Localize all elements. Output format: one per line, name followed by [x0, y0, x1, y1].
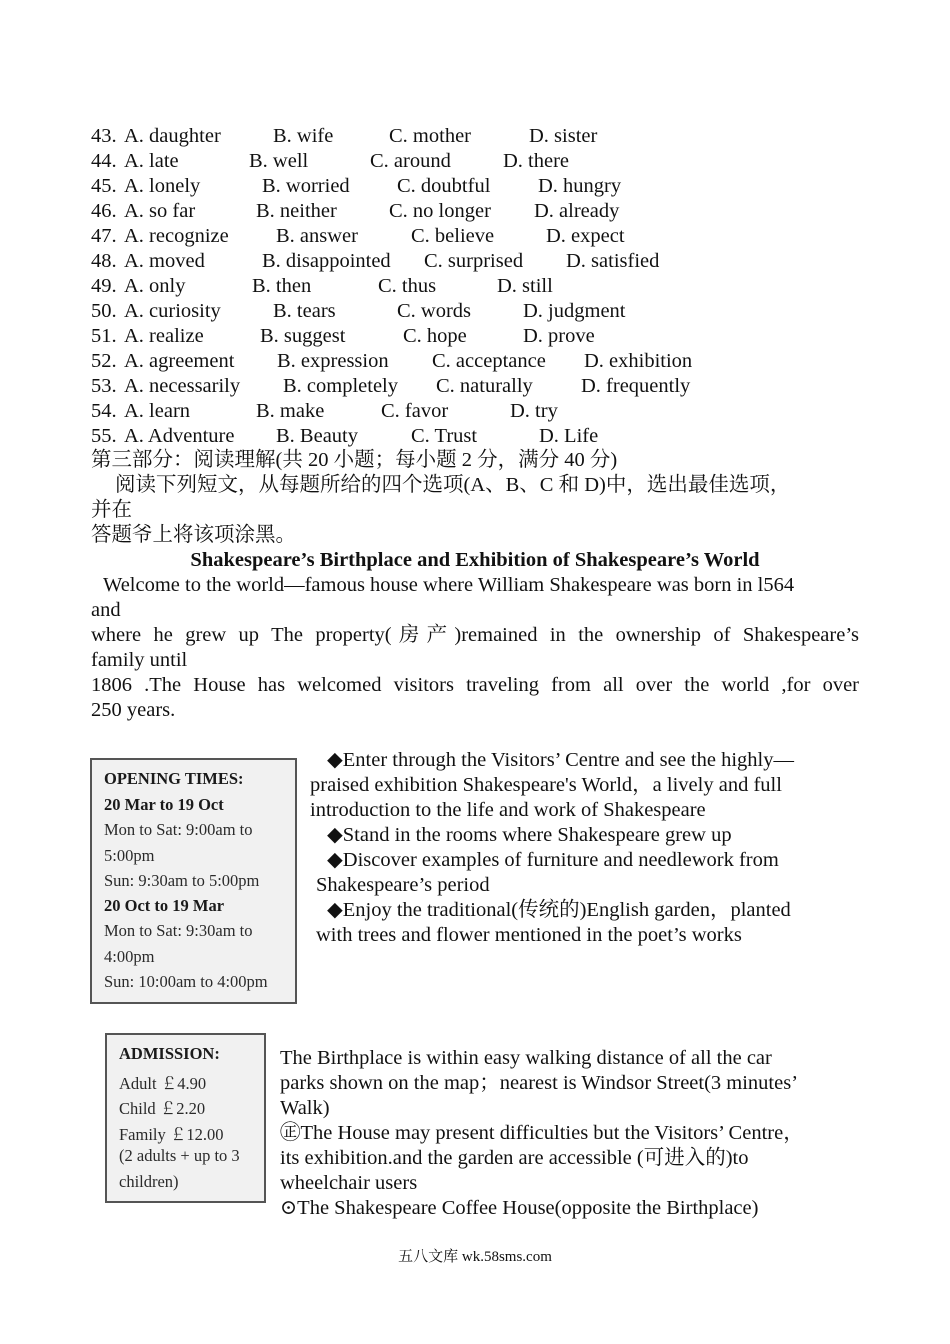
wheelchair-info: wheelchair users	[280, 1172, 418, 1194]
option-a: A. so far	[124, 200, 196, 222]
question-number: 46.	[91, 200, 117, 222]
opening-weekday-hours-cont: 4:00pm	[104, 947, 155, 966]
intro-line: family until	[91, 649, 188, 671]
feature-item: ◆Enter through the Visitors’ Centre and see the highly—	[327, 749, 794, 771]
feature-item-cont: Shakespeare’s period	[316, 874, 490, 896]
question-number: 44.	[91, 150, 117, 172]
option-d: D. there	[503, 150, 570, 172]
option-c: C. naturally	[436, 375, 533, 397]
question-number: 48.	[91, 250, 117, 272]
admission-family-note: (2 adults + up to 3	[119, 1146, 240, 1165]
feature-item-cont: praised exhibition Shakespeare's World，a lively and full	[310, 774, 782, 796]
question-number: 53.	[91, 375, 117, 397]
option-d: D. expect	[546, 225, 625, 247]
option-b: B. wife	[273, 125, 334, 147]
opening-weekday-hours: Mon to Sat: 9:30am to	[104, 921, 253, 940]
question-number: 52.	[91, 350, 117, 372]
section-instruction: 阅读下列短文，从每题所给的四个选项(A、B、C 和 D)中，选出最佳选项，	[115, 474, 791, 496]
question-number: 49.	[91, 275, 117, 297]
option-b: B. disappointed	[262, 250, 391, 272]
option-c: C. acceptance	[432, 350, 546, 372]
opening-period-2: 20 Oct to 19 Mar	[104, 896, 225, 915]
section-instruction-cont: 并在	[91, 499, 132, 521]
option-d: D. prove	[523, 325, 595, 347]
question-number: 47.	[91, 225, 117, 247]
question-number: 51.	[91, 325, 117, 347]
option-a: A. agreement	[124, 350, 235, 372]
option-a: A. lonely	[124, 175, 201, 197]
question-number: 43.	[91, 125, 117, 147]
option-c: C. hope	[403, 325, 467, 347]
intro-line: and	[91, 599, 121, 621]
option-c: C. mother	[389, 125, 471, 147]
option-c: C. believe	[411, 225, 495, 247]
opening-sunday-hours: Sun: 10:00am to 4:00pm	[104, 972, 268, 991]
question-number: 54.	[91, 400, 117, 422]
admission-adult-price: Adult ￡4.90	[119, 1074, 207, 1093]
admission-family-note-cont: children)	[119, 1172, 179, 1191]
admission-family-price: Family ￡12.00	[119, 1125, 224, 1144]
intro-line: 1806 .The House has welcomed visitors traveling from all over the world ,for over	[91, 674, 859, 696]
access-info: Walk)	[280, 1097, 330, 1119]
option-d: D. frequently	[581, 375, 691, 397]
option-d: D. Life	[539, 425, 599, 447]
section-instruction-end: 答题爷上将该项涂黑。	[91, 524, 296, 546]
option-b: B. make	[256, 400, 325, 422]
option-b: B. Beauty	[276, 425, 358, 447]
option-d: D. try	[510, 400, 558, 422]
intro-line: Welcome to the world—famous house where William Shakespeare was born in l564	[103, 574, 795, 596]
option-a: A. necessarily	[124, 375, 241, 397]
option-c: C. words	[397, 300, 472, 322]
option-a: A. Adventure	[124, 425, 235, 447]
option-a: A. learn	[124, 400, 191, 422]
option-a: A. late	[124, 150, 179, 172]
feature-item-cont: with trees and flower mentioned in the poet’s works	[316, 924, 742, 946]
option-c: C. thus	[378, 275, 437, 297]
wheelchair-info: ㊣The House may present difficulties but the Visitors’ Centre，	[280, 1122, 804, 1144]
feature-item-cont: introduction to the life and work of Shakespeare	[310, 799, 706, 821]
feature-item: ◆Stand in the rooms where Shakespeare grew up	[327, 824, 732, 846]
option-b: B. well	[249, 150, 309, 172]
option-b: B. then	[252, 275, 312, 297]
option-c: C. doubtful	[397, 175, 491, 197]
option-d: D. sister	[529, 125, 598, 147]
option-c: C. no longer	[389, 200, 491, 222]
option-b: B. tears	[273, 300, 336, 322]
option-c: C. Trust	[411, 425, 478, 447]
option-c: C. favor	[381, 400, 449, 422]
intro-line: 250 years.	[91, 699, 176, 721]
option-b: B. expression	[277, 350, 389, 372]
section-heading: 第三部分：阅读理解(共 20 小题；每小题 2 分，满分 40 分)	[91, 449, 618, 471]
feature-item: ◆Enjoy the traditional(传统的)English garden，planted	[327, 899, 791, 921]
option-b: B. suggest	[260, 325, 346, 347]
wheelchair-info: its exhibition.and the garden are accessible (可进入的)to	[280, 1147, 749, 1169]
access-info: The Birthplace is within easy walking distance of all the car	[280, 1047, 772, 1069]
opening-times-title: OPENING TIMES:	[104, 769, 244, 788]
option-a: A. moved	[124, 250, 205, 272]
opening-weekday-hours-cont: 5:00pm	[104, 846, 155, 865]
option-b: B. neither	[256, 200, 337, 222]
option-a: A. realize	[124, 325, 204, 347]
option-d: D. already	[534, 200, 620, 222]
admission-child-price: Child ￡2.20	[119, 1099, 206, 1118]
opening-sunday-hours: Sun: 9:30am to 5:00pm	[104, 871, 260, 890]
coffee-house-info: ⊙The Shakespeare Coffee House(opposite the Birthplace)	[280, 1197, 759, 1219]
option-b: B. completely	[283, 375, 399, 397]
question-number: 50.	[91, 300, 117, 322]
option-b: B. worried	[262, 175, 350, 197]
option-c: C. around	[370, 150, 451, 172]
feature-item: ◆Discover examples of furniture and needlework from	[327, 849, 779, 871]
option-a: A. curiosity	[124, 300, 221, 322]
passage-title: Shakespeare’s Birthplace and Exhibition of Shakespeare’s World	[190, 549, 760, 571]
admission-box	[105, 1033, 266, 1203]
option-d: D. satisfied	[566, 250, 660, 272]
footer-watermark: 五八文库 wk.58sms.com	[398, 1249, 552, 1265]
option-d: D. still	[497, 275, 553, 297]
option-c: C. surprised	[424, 250, 524, 272]
option-b: B. answer	[276, 225, 358, 247]
option-a: A. only	[124, 275, 186, 297]
option-a: A. recognize	[124, 225, 229, 247]
opening-times-box	[90, 758, 297, 1004]
question-number: 55.	[91, 425, 117, 447]
opening-weekday-hours: Mon to Sat: 9:00am to	[104, 820, 253, 839]
option-d: D. exhibition	[584, 350, 693, 372]
intro-line: where he grew up The property(房产)remained in the ownership of Shakespeare’s	[91, 624, 859, 646]
admission-title: ADMISSION:	[119, 1044, 220, 1063]
question-number: 45.	[91, 175, 117, 197]
option-a: A. daughter	[124, 125, 221, 147]
access-info: parks shown on the map；nearest is Windsor Street(3 minutes’	[280, 1072, 799, 1094]
opening-period-1: 20 Mar to 19 Oct	[104, 795, 224, 814]
option-d: D. judgment	[523, 300, 626, 322]
option-d: D. hungry	[538, 175, 622, 197]
